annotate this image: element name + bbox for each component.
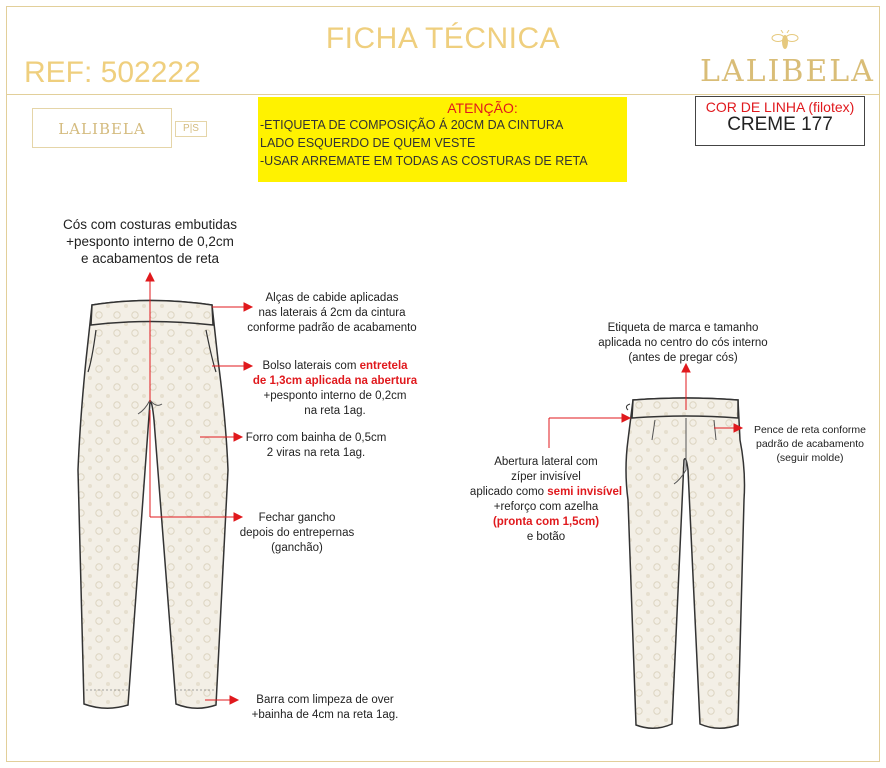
brand-label-sample: LALIBELA: [32, 108, 172, 148]
size-label-sample: P|S: [175, 121, 207, 137]
note-line: Pence de reta conforme: [753, 424, 867, 436]
note-zipper: [456, 455, 636, 545]
note-dart: [742, 423, 878, 465]
page-title: FICHA TÉCNICA: [325, 22, 561, 55]
note-line: conforme padrão de acabamento: [247, 322, 417, 334]
note-line: e botão: [526, 531, 566, 543]
note-highlight: de 1,3cm aplicada na abertura: [252, 375, 418, 387]
note-line: Abertura lateral com: [494, 456, 598, 468]
note-line: [240, 359, 430, 374]
note-line: Alças de cabide aplicadas: [265, 292, 399, 304]
reference-code: REF: 502222: [24, 56, 201, 89]
attention-line: LADO ESQUERDO DE QUEM VESTE: [260, 136, 476, 150]
note-brand-label: [578, 321, 788, 366]
note-highlight: entretela: [359, 360, 408, 372]
note-line: [456, 485, 636, 500]
note-line: depois do entrepernas: [239, 527, 355, 539]
note-line: Barra com limpeza de over: [256, 694, 394, 706]
brand-logo: LALIBELA: [700, 54, 875, 89]
note-line: Cós com costuras embutidas: [62, 217, 238, 232]
note-line: (seguir molde): [776, 452, 844, 464]
thread-color-value: CREME 177: [727, 114, 833, 135]
attention-heading: ATENÇÃO:: [447, 100, 518, 116]
front-pants-drawing: [78, 301, 228, 709]
attention-line: -USAR ARREMATE EM TODAS AS COSTURAS DE RETA: [260, 154, 588, 168]
note-line: 2 viras na reta 1ag.: [266, 447, 366, 459]
back-pants-drawing: [626, 398, 745, 728]
thread-color-label: COR DE LINHA (filotex): [705, 99, 855, 115]
note-line: na reta 1ag.: [304, 405, 366, 417]
note-line: Fechar gancho: [258, 512, 336, 524]
note-hanger-loops: [232, 291, 432, 336]
attention-line: -ETIQUETA DE COMPOSIÇÃO Á 20CM DA CINTURA: [260, 118, 564, 132]
note-hem: [230, 693, 420, 723]
note-crotch: [222, 511, 372, 556]
note-line: zíper invisível: [511, 471, 581, 483]
note-waistband: [40, 216, 260, 267]
note-line: Etiqueta de marca e tamanho: [607, 322, 759, 334]
note-line: +pesponto interno de 0,2cm: [66, 234, 234, 249]
note-text: aplicado como: [469, 486, 548, 498]
note-line: e acabamentos de reta: [80, 251, 220, 266]
note-line: (antes de pregar cós): [628, 352, 738, 364]
note-text: Bolso laterais com: [262, 360, 360, 372]
note-highlight: semi invisível: [547, 486, 623, 498]
note-line: nas laterais á 2cm da cintura: [258, 307, 406, 319]
note-line: +bainha de 4cm na reta 1ag.: [251, 709, 399, 721]
note-line: (ganchão): [271, 542, 323, 554]
note-line: Forro com bainha de 0,5cm: [245, 432, 387, 444]
note-line: +pesponto interno de 0,2cm: [263, 390, 407, 402]
note-pocket: [240, 359, 430, 419]
note-line: +reforço com azelha: [493, 501, 599, 513]
note-line: padrão de acabamento: [756, 438, 864, 450]
note-line: aplicada no centro do cós interno: [598, 337, 768, 349]
note-highlight: (pronta com 1,5cm): [492, 516, 600, 528]
note-lining: [236, 431, 396, 461]
